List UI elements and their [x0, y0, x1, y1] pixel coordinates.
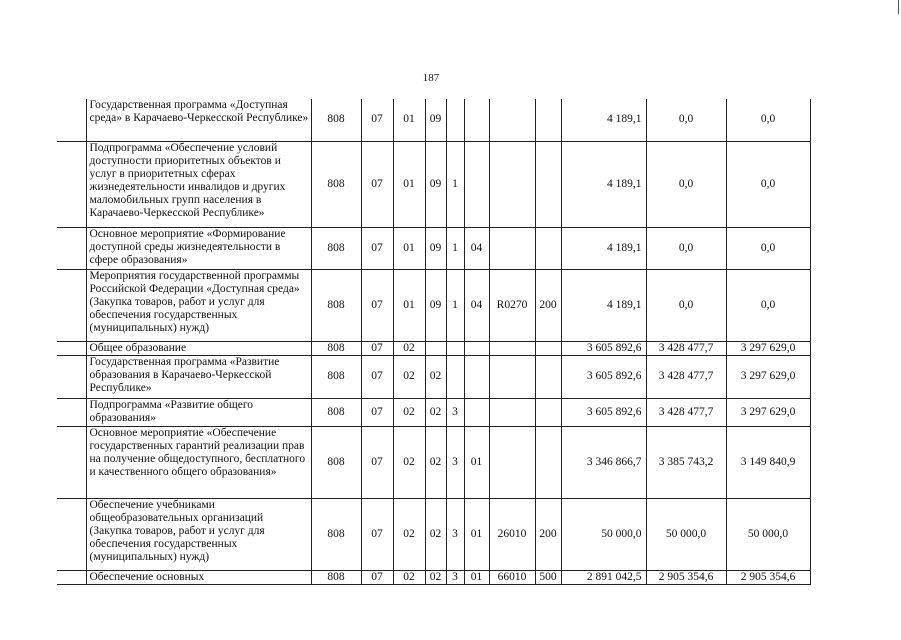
row-program-code: 02: [425, 355, 446, 398]
row-amount-year3: 2 905 354,6: [726, 570, 810, 584]
page-number: 187: [422, 72, 440, 84]
row-name: Обеспечение основных: [86, 570, 311, 584]
row-program-code: 02: [425, 498, 446, 570]
row-subprogram-code: 3: [446, 398, 464, 426]
row-grbs-code: 808: [311, 141, 361, 227]
table-row: [57, 99, 810, 141]
budget-table: [57, 99, 811, 585]
row-margin-cell: [57, 99, 86, 141]
row-program-code: [425, 341, 446, 355]
row-grbs-code: 808: [311, 498, 361, 570]
row-section-code: 07: [361, 398, 393, 426]
row-subprogram-code: [446, 99, 464, 141]
row-section-code: 07: [361, 269, 393, 341]
row-event-code: 04: [464, 227, 489, 269]
scan-edge-mark: [898, 0, 899, 14]
row-grbs-code: 808: [311, 341, 361, 355]
row-amount-year1: 3 605 892,6: [561, 398, 646, 426]
row-direction-code: [489, 141, 535, 227]
row-amount-year2: 3 428 477,7: [646, 398, 726, 426]
row-subprogram-code: 3: [446, 498, 464, 570]
row-expense-type-code: [535, 341, 561, 355]
row-direction-code: 26010: [489, 498, 535, 570]
row-subsection-code: 01: [393, 269, 425, 341]
budget-table-body: [57, 99, 810, 584]
row-section-code: 07: [361, 341, 393, 355]
row-grbs-code: 808: [311, 398, 361, 426]
row-section-code: 07: [361, 355, 393, 398]
row-direction-code: 66010: [489, 570, 535, 584]
row-amount-year1: 3 346 866,7: [561, 426, 646, 498]
row-margin-cell: [57, 269, 86, 341]
row-amount-year1: 4 189,1: [561, 269, 646, 341]
row-margin-cell: [57, 341, 86, 355]
table-row: [57, 227, 810, 269]
row-program-code: 09: [425, 141, 446, 227]
row-name: Обеспечение учебниками общеобразовательных организаций (Закупка товаров, работ и услуг для обеспечения государственных (муниципальных) нужд): [86, 498, 311, 570]
row-grbs-code: 808: [311, 227, 361, 269]
row-margin-cell: [57, 227, 86, 269]
row-section-code: 07: [361, 227, 393, 269]
row-amount-year3: 0,0: [726, 227, 810, 269]
row-direction-code: [489, 426, 535, 498]
row-margin-cell: [57, 141, 86, 227]
table-row: [57, 570, 810, 584]
row-event-code: [464, 141, 489, 227]
row-program-code: 02: [425, 570, 446, 584]
row-subsection-code: 02: [393, 341, 425, 355]
row-grbs-code: 808: [311, 99, 361, 141]
row-amount-year1: 4 189,1: [561, 227, 646, 269]
row-margin-cell: [57, 398, 86, 426]
row-name: Государственная программа «Развитие образования в Карачаево-Черкесской Республике»: [86, 355, 311, 398]
row-subprogram-code: 3: [446, 570, 464, 584]
row-subsection-code: 02: [393, 426, 425, 498]
row-margin-cell: [57, 355, 86, 398]
row-expense-type-code: [535, 141, 561, 227]
row-program-code: 09: [425, 227, 446, 269]
row-direction-code: [489, 99, 535, 141]
row-program-code: 02: [425, 426, 446, 498]
row-expense-type-code: 200: [535, 498, 561, 570]
table-row: [57, 498, 810, 570]
row-amount-year3: 3 297 629,0: [726, 355, 810, 398]
row-expense-type-code: [535, 426, 561, 498]
row-name: Государственная программа «Доступная среда» в Карачаево-Черкесской Республике»: [86, 99, 311, 141]
row-amount-year1: 3 605 892,6: [561, 355, 646, 398]
row-amount-year1: 4 189,1: [561, 99, 646, 141]
row-amount-year3: 0,0: [726, 269, 810, 341]
row-margin-cell: [57, 498, 86, 570]
row-event-code: [464, 341, 489, 355]
row-grbs-code: 808: [311, 426, 361, 498]
row-amount-year2: 0,0: [646, 227, 726, 269]
row-amount-year3: 3 149 840,9: [726, 426, 810, 498]
row-expense-type-code: 500: [535, 570, 561, 584]
row-name: Общее образование: [86, 341, 311, 355]
row-program-code: 09: [425, 99, 446, 141]
row-subprogram-code: 3: [446, 426, 464, 498]
row-name: Основное мероприятие «Формирование доступной среды жизнедеятельности в сфере образования»: [86, 227, 311, 269]
row-direction-code: [489, 355, 535, 398]
row-expense-type-code: 200: [535, 269, 561, 341]
row-subprogram-code: [446, 355, 464, 398]
row-subprogram-code: [446, 341, 464, 355]
row-section-code: 07: [361, 498, 393, 570]
row-amount-year3: 0,0: [726, 99, 810, 141]
row-section-code: 07: [361, 426, 393, 498]
table-row: [57, 398, 810, 426]
row-amount-year1: 3 605 892,6: [561, 341, 646, 355]
row-grbs-code: 808: [311, 570, 361, 584]
row-amount-year2: 50 000,0: [646, 498, 726, 570]
row-amount-year2: 0,0: [646, 141, 726, 227]
row-expense-type-code: [535, 99, 561, 141]
row-section-code: 07: [361, 570, 393, 584]
row-amount-year2: 3 428 477,7: [646, 341, 726, 355]
row-subsection-code: 02: [393, 498, 425, 570]
row-subsection-code: 01: [393, 227, 425, 269]
table-row: [57, 341, 810, 355]
table-row: [57, 141, 810, 227]
table-row: [57, 426, 810, 498]
table-row: [57, 269, 810, 341]
row-expense-type-code: [535, 355, 561, 398]
row-event-code: 04: [464, 269, 489, 341]
row-amount-year1: 2 891 042,5: [561, 570, 646, 584]
row-direction-code: [489, 227, 535, 269]
row-amount-year2: 2 905 354,6: [646, 570, 726, 584]
row-event-code: [464, 355, 489, 398]
row-section-code: 07: [361, 141, 393, 227]
row-margin-cell: [57, 570, 86, 584]
row-grbs-code: 808: [311, 269, 361, 341]
row-program-code: 09: [425, 269, 446, 341]
row-subprogram-code: 1: [446, 269, 464, 341]
row-amount-year2: 3 385 743,2: [646, 426, 726, 498]
row-amount-year2: 0,0: [646, 99, 726, 141]
row-subsection-code: 02: [393, 355, 425, 398]
row-subsection-code: 02: [393, 570, 425, 584]
row-section-code: 07: [361, 99, 393, 141]
row-amount-year2: 0,0: [646, 269, 726, 341]
row-grbs-code: 808: [311, 355, 361, 398]
row-event-code: [464, 398, 489, 426]
row-program-code: 02: [425, 398, 446, 426]
row-event-code: 01: [464, 426, 489, 498]
row-margin-cell: [57, 426, 86, 498]
row-name: Подпрограмма «Развитие общего образования»: [86, 398, 311, 426]
row-event-code: [464, 99, 489, 141]
row-amount-year3: 3 297 629,0: [726, 341, 810, 355]
row-amount-year3: 50 000,0: [726, 498, 810, 570]
row-expense-type-code: [535, 398, 561, 426]
row-direction-code: [489, 341, 535, 355]
row-event-code: 01: [464, 570, 489, 584]
row-direction-code: [489, 398, 535, 426]
row-amount-year1: 4 189,1: [561, 141, 646, 227]
row-amount-year2: 3 428 477,7: [646, 355, 726, 398]
row-direction-code: R0270: [489, 269, 535, 341]
row-name: Основное мероприятие «Обеспечение государственных гарантий реализации прав на получение общедоступного, бесплатного и качественного общего образования»: [86, 426, 311, 498]
row-subprogram-code: 1: [446, 227, 464, 269]
row-amount-year3: 0,0: [726, 141, 810, 227]
row-name: Мероприятия государственной программы Российской Федерации «Доступная среда» (Закупка товаров, работ и услуг для обеспечения государственных (муниципальных) нужд): [86, 269, 311, 341]
row-name: Подпрограмма «Обеспечение условий доступности приоритетных объектов и услуг в приоритетных сферах жизнедеятельности инвалидов и других маломобильных групп населения в Карачаево-Черкесской Республике»: [86, 141, 311, 227]
row-event-code: 01: [464, 498, 489, 570]
row-amount-year3: 3 297 629,0: [726, 398, 810, 426]
row-subsection-code: 01: [393, 99, 425, 141]
table-row: [57, 355, 810, 398]
row-amount-year1: 50 000,0: [561, 498, 646, 570]
row-subprogram-code: 1: [446, 141, 464, 227]
row-expense-type-code: [535, 227, 561, 269]
row-subsection-code: 02: [393, 398, 425, 426]
row-subsection-code: 01: [393, 141, 425, 227]
